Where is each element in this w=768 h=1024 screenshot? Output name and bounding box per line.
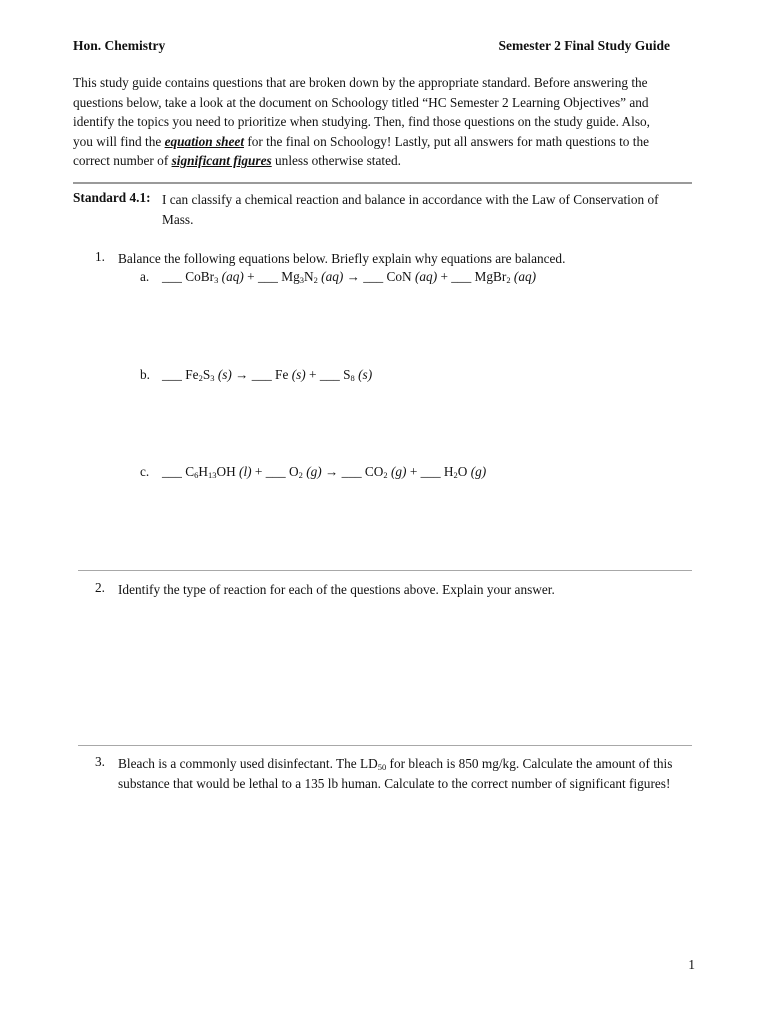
question-2-text: Identify the type of reaction for each of the questions above. Explain your answer. (118, 582, 555, 597)
question-3-number: 3. (95, 754, 105, 769)
ld-subscript: 50 (377, 762, 387, 772)
question-1-text: Balance the following equations below. Briefly explain why equations are balanced. (118, 251, 566, 266)
question-2-number: 2. (95, 580, 105, 595)
question-1a-letter: a. (140, 269, 150, 284)
question-3-text-start: Bleach is a commonly used disinfectant. The LD (118, 756, 378, 771)
question-3-text (118, 754, 698, 793)
question-divider (78, 745, 692, 746)
question-3-text-end: for bleach is 850 mg/kg. Calculate the amount of this substance that would be lethal to a 135 lb human. Calculate to the correct number of significant figures! (118, 756, 673, 791)
standard-text: I can classify a chemical reaction and balance in accordance with the Law of Conservation of Mass. (162, 192, 659, 227)
equation-1c: ___ $C_6H_{13}OH$ (l) + ___ $O_2$ (g) → ___ $CO_2$ (g) + ___ $H_2O$ (g) (162, 464, 487, 480)
intro-paragraph (73, 73, 673, 171)
question-1c-letter: c. (140, 464, 150, 479)
equation-sheet-emphasis: equation sheet (164, 133, 245, 149)
significant-figures-emphasis: significant figures (171, 153, 272, 169)
equation-1a: ___ CoBr$_3$ (aq) + ___ $Mg_3N_2$ (aq) → ___ CoN (aq) + ___ MgBr$_2$ (aq) (162, 269, 537, 285)
section-divider (73, 182, 692, 184)
document-title: Semester 2 Final Study Guide (498, 38, 670, 53)
intro-text-1: This study guide contains questions that are broken down by the appropriate standard. Before answering the questions below, take a look at the document on Schoology titled “HC Semester 2 Learning Objectives” and identify the topics you need to prioritize when studying. Then, find those questions on the study guide. Also, you will find the (73, 75, 650, 149)
question-divider (78, 570, 692, 571)
page-number: 1 (688, 957, 695, 972)
equation-1b: ___ $Fe_2S_3$ (s) → ___ Fe (s) + ___ $S_8$ (s) (162, 367, 373, 383)
standard-label: Standard 4.1: (73, 190, 151, 205)
course-title: Hon. Chemistry (73, 38, 166, 53)
question-1b-letter: b. (140, 367, 150, 382)
intro-text-3: unless otherwise stated. (271, 153, 401, 169)
question-1-number: 1. (95, 249, 105, 264)
intro-text-2: for the final on Schoology! Lastly, put all answers for math questions to the correct number of (73, 133, 649, 169)
